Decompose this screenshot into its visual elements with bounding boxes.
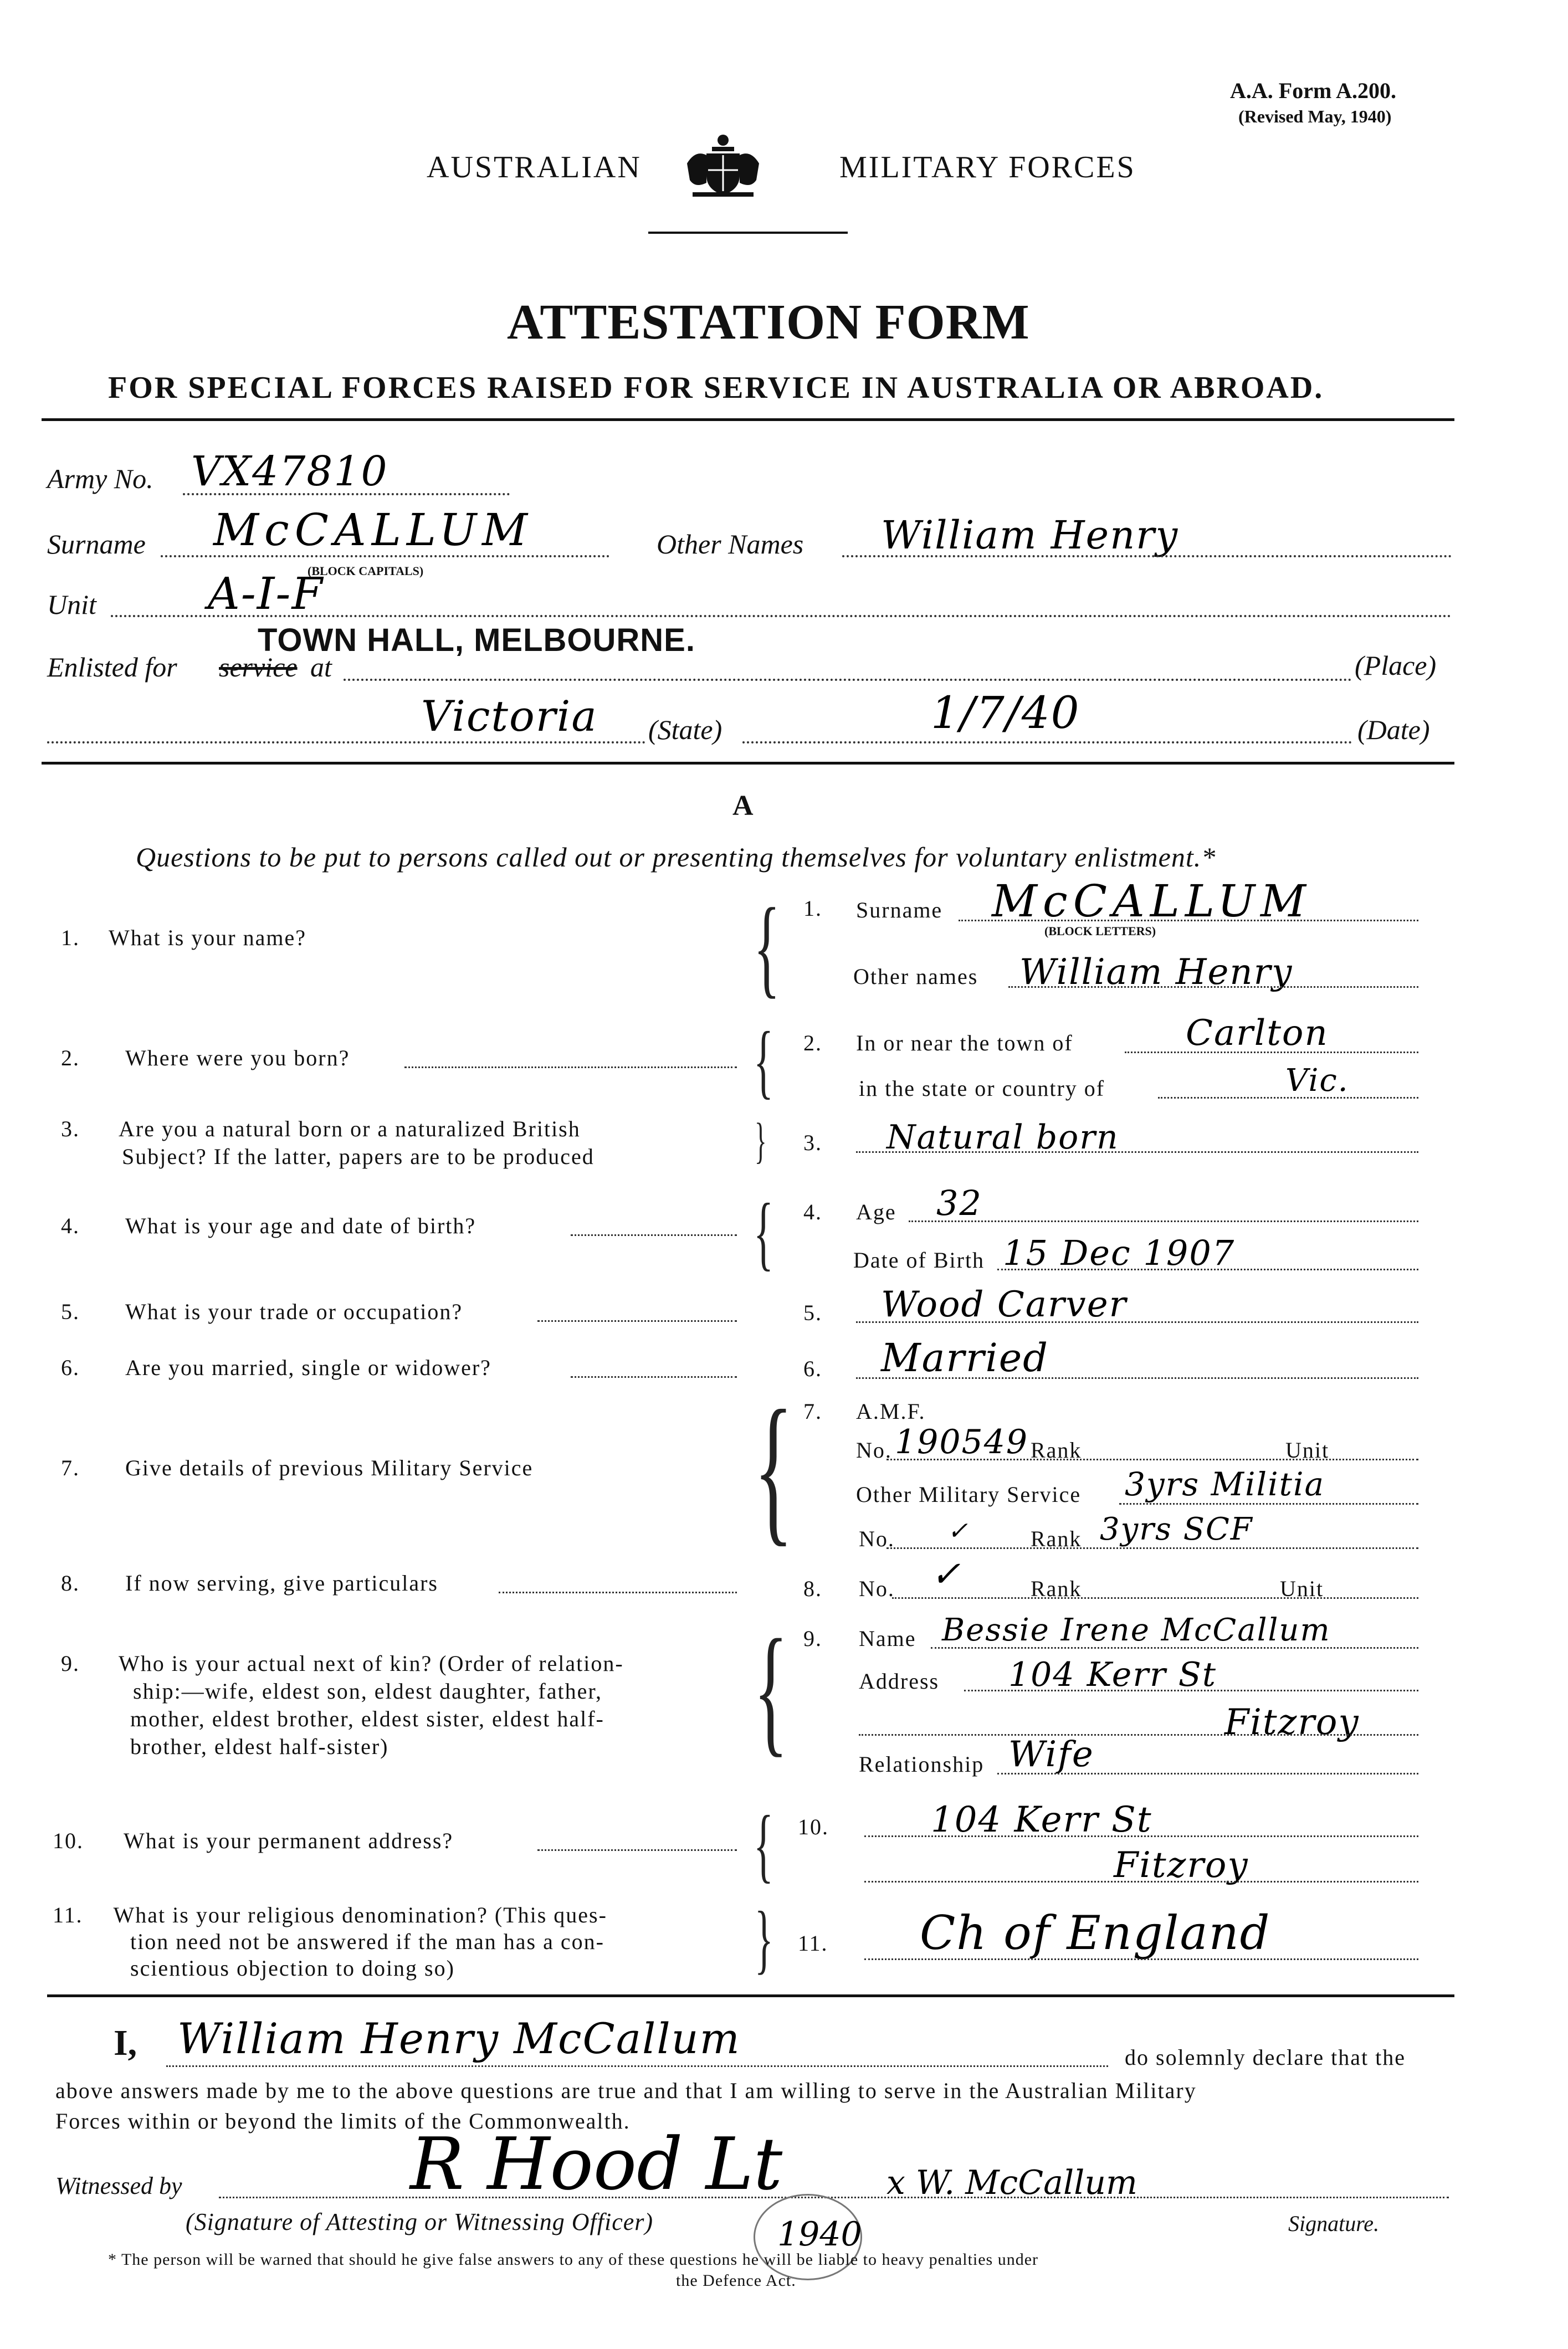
declarant-name: William Henry McCallum	[177, 2014, 741, 2063]
question-4	[61, 1212, 476, 1240]
question-number: 1.	[61, 925, 80, 950]
question-text-line-3: mother, eldest brother, eldest sister, eldest half-	[130, 1706, 604, 1731]
question-text: If now serving, give particulars	[125, 1571, 438, 1596]
fields-bottom-rule	[42, 762, 1454, 765]
question-10	[53, 1827, 453, 1855]
answer-3-value: Natural born	[887, 1118, 1119, 1157]
answer-4-age: 32	[936, 1183, 982, 1223]
answer-10-line-1: 104 Kerr St	[931, 1799, 1152, 1840]
answer-6-number: 6.	[803, 1356, 822, 1381]
answer-10-line-b	[864, 1881, 1418, 1883]
section-intro: Questions to be put to persons called out or presenting themselves for voluntary enlistment.*	[136, 842, 1216, 873]
army-no-value: VX47810	[191, 448, 388, 495]
state-label: (State)	[648, 714, 722, 745]
declaration-line-1: do solemnly declare that the	[1125, 2045, 1406, 2070]
answer-7-no-label: No.	[856, 1438, 892, 1463]
question-7	[61, 1454, 533, 1482]
answer-4-dob: 15 Dec 1907	[1003, 1233, 1236, 1273]
answer-7-other: 3yrs Militia	[1125, 1465, 1325, 1503]
question-number: 2.	[61, 1045, 80, 1070]
answer-8-number: 8.	[803, 1576, 822, 1601]
date-label: (Date)	[1357, 714, 1430, 745]
answer-3-number: 3.	[803, 1130, 822, 1155]
answer-4-dob-label: Date of Birth	[853, 1248, 985, 1273]
answer-2-state-line	[1158, 1097, 1418, 1099]
answer-4-age-line	[909, 1220, 1418, 1222]
answer-7-no2-label: No.	[859, 1526, 895, 1551]
page-subtitle: FOR SPECIAL FORCES RAISED FOR SERVICE IN AUSTRALIA OR ABROAD.	[108, 371, 1324, 405]
answer-11-number: 11.	[798, 1931, 828, 1956]
header-divider	[648, 232, 848, 234]
officer-signature-caption: (Signature of Attesting or Witnessing Officer)	[186, 2208, 654, 2235]
surname-value: McCALLUM	[213, 504, 533, 556]
question-text-line-2: Subject? If the latter, papers are to be produced	[122, 1144, 595, 1169]
place-label: (Place)	[1355, 650, 1437, 681]
unit-label: Unit	[47, 589, 96, 620]
answer-7-rank2: 3yrs SCF	[1100, 1511, 1253, 1547]
surname-label: Surname	[47, 529, 146, 560]
officer-signature: R Hood Lt	[410, 2122, 783, 2206]
question-2	[61, 1044, 350, 1072]
question-number: 4.	[61, 1213, 80, 1238]
question-number: 6.	[61, 1355, 80, 1380]
question-number: 10.	[53, 1828, 84, 1853]
question-text-line-1: Are you a natural born or a naturalized British	[119, 1116, 581, 1141]
answer-7-no2: ✓	[947, 1517, 969, 1545]
answer-8-unit-label: Unit	[1280, 1576, 1324, 1601]
place-line	[344, 679, 1352, 681]
declaration-prefix: I,	[114, 2023, 137, 2063]
question-8-leader	[499, 1592, 737, 1593]
brace-7: {	[754, 1376, 793, 1560]
question-number: 9.	[61, 1651, 80, 1676]
answer-7-other-label: Other Military Service	[856, 1482, 1082, 1507]
footnote-line-1: * The person will be warned that should he give false answers to any of these questions he will be liable to heavy penalties under	[108, 2250, 1039, 2269]
witnessed-label: Witnessed by	[55, 2172, 182, 2199]
question-2-leader	[404, 1066, 737, 1068]
question-text: What is your permanent address?	[124, 1828, 454, 1853]
answer-9-address-line	[964, 1690, 1418, 1691]
answer-9-relationship-label: Relationship	[859, 1752, 985, 1777]
question-5-leader	[537, 1320, 737, 1322]
question-text-line-4: brother, eldest half-sister)	[130, 1734, 389, 1759]
answers-bottom-rule	[47, 1994, 1454, 1997]
answer-7-rank-label: Rank	[1031, 1438, 1082, 1463]
enlistment-date-value: 1/7/40	[931, 687, 1080, 738]
brace-10: {	[754, 1799, 773, 1891]
question-1	[61, 924, 306, 952]
state-value: Victoria	[421, 691, 598, 741]
question-10-leader	[537, 1849, 737, 1851]
answer-7-number: 7.	[803, 1399, 822, 1424]
question-text-line-2: tion need not be answered if the man has a con-	[130, 1929, 604, 1954]
coat-of-arms-icon	[681, 130, 765, 202]
question-number: 5.	[61, 1299, 80, 1324]
army-no-label: Army No.	[47, 463, 153, 494]
header-bottom-rule	[42, 418, 1454, 421]
answer-2-state: Vic.	[1285, 1063, 1349, 1099]
page-title: ATTESTATION FORM	[507, 295, 1030, 350]
declarant-name-line	[166, 2065, 1108, 2067]
answer-7-amf-label: A.M.F.	[856, 1399, 926, 1424]
question-text: Give details of previous Military Service	[125, 1455, 534, 1480]
unit-value: A-I-F	[208, 568, 324, 619]
answer-7-no: 190549	[895, 1423, 1029, 1461]
question-text: Where were you born?	[125, 1045, 350, 1070]
answer-1-other-names: William Henry	[1019, 952, 1293, 993]
answer-8-no: ✓	[931, 1554, 962, 1595]
question-11	[53, 1902, 607, 1982]
surname-line	[161, 555, 609, 557]
answer-7-rank2-label: Rank	[1031, 1526, 1082, 1551]
brace-3: }	[755, 1114, 767, 1168]
answer-9-address-line-1: 104 Kerr St	[1008, 1655, 1217, 1694]
question-text: What is your trade or occupation?	[125, 1299, 463, 1324]
answer-5-line	[856, 1321, 1418, 1323]
answer-8-no-label: No.	[859, 1576, 895, 1601]
form-revised-date: (Revised May, 1940)	[1238, 106, 1392, 126]
answer-9-number: 9.	[803, 1626, 822, 1651]
section-letter: A	[732, 790, 754, 822]
footnote-line-2: the Defence Act.	[676, 2271, 796, 2290]
enlisted-struck-word: service	[219, 652, 298, 683]
question-text-line-3: scientious objection to doing so)	[130, 1956, 455, 1981]
answer-4-number: 4.	[803, 1199, 822, 1224]
declaration-line-3: Forces within or beyond the limits of the Commonwealth.	[55, 2109, 631, 2133]
form-code: A.A. Form A.200.	[1230, 78, 1396, 103]
answer-6-value: Married	[881, 1335, 1049, 1381]
enlistment-place-stamp: TOWN HALL, MELBOURNE.	[258, 622, 695, 658]
answer-1-block-note: (BLOCK LETTERS)	[1044, 924, 1156, 938]
answer-1-surname-label: Surname	[856, 897, 943, 922]
question-text: What is your age and date of birth?	[125, 1213, 476, 1238]
date-line	[742, 741, 1352, 743]
brace-2: {	[754, 1015, 773, 1107]
other-names-line	[842, 555, 1452, 557]
answer-5-number: 5.	[803, 1300, 822, 1325]
brace-1: {	[754, 886, 780, 1008]
block-capitals-note: (BLOCK CAPITALS)	[308, 564, 424, 578]
answer-9-address-label: Address	[859, 1669, 940, 1694]
question-5	[61, 1298, 463, 1326]
question-number: 8.	[61, 1571, 80, 1596]
unit-line	[111, 615, 1452, 617]
answer-2-town-label: In or near the town of	[856, 1030, 1073, 1055]
question-4-leader	[571, 1234, 737, 1236]
question-number: 3.	[61, 1116, 80, 1141]
answer-9-address2-line	[859, 1734, 1418, 1736]
question-8	[61, 1570, 438, 1597]
answer-9-relationship-line	[997, 1773, 1418, 1774]
enlisted-label: Enlisted for	[47, 652, 177, 683]
answer-8-line	[892, 1597, 1418, 1599]
answer-10-line	[864, 1835, 1418, 1837]
answer-4-dob-line	[997, 1269, 1418, 1270]
army-no-line	[183, 493, 510, 495]
other-names-label: Other Names	[657, 529, 804, 560]
enlisted-at-label: at	[310, 652, 332, 683]
question-9	[61, 1650, 624, 1761]
header-right-title: MILITARY FORCES	[839, 150, 1136, 184]
answer-1-surname-line	[959, 920, 1418, 921]
stamp-year: 1940	[777, 2215, 862, 2254]
answer-1-number: 1.	[803, 896, 822, 921]
brace-9: {	[754, 1610, 788, 1770]
answer-8-rank-label: Rank	[1031, 1576, 1082, 1601]
question-text-line-1: Who is your actual next of kin? (Order of relation-	[119, 1651, 624, 1676]
brace-11: }	[755, 1896, 773, 1982]
answer-1-surname: McCALLUM	[992, 875, 1311, 927]
answer-9-relationship: Wife	[1008, 1734, 1094, 1775]
declaration-line-2: above answers made by me to the above questions are true and that I am willing to serve in the Australian Military	[55, 2078, 1197, 2103]
question-6	[61, 1354, 491, 1382]
answer-1-other-label: Other names	[853, 964, 978, 989]
answer-10-number: 10.	[798, 1814, 829, 1839]
answer-1-other-line	[1008, 986, 1418, 988]
answer-9-name-label: Name	[859, 1626, 916, 1651]
question-3	[61, 1115, 595, 1171]
state-line	[47, 741, 645, 743]
answer-6-line	[856, 1377, 1418, 1379]
answer-7-no2-line	[887, 1547, 1418, 1549]
answer-9-name-line	[931, 1647, 1418, 1649]
answer-10-line-2: Fitzroy	[1114, 1845, 1249, 1886]
question-text-line-2: ship:—wife, eldest son, eldest daughter, father,	[133, 1679, 603, 1704]
answer-9-address-line-2: Fitzroy	[1224, 1702, 1360, 1743]
answer-11-line	[864, 1958, 1418, 1960]
answer-7-other-line	[1119, 1503, 1418, 1505]
question-text: Are you married, single or widower?	[125, 1355, 491, 1380]
applicant-signature: x W. McCallum	[887, 2163, 1137, 2202]
answer-7-no-line	[887, 1459, 1418, 1460]
brace-4: {	[754, 1187, 773, 1279]
answer-2-town: Carlton	[1186, 1013, 1329, 1054]
question-text-line-1: What is your religious denomination? (This ques-	[113, 1902, 607, 1927]
question-number: 7.	[61, 1455, 80, 1480]
answer-2-number: 2.	[803, 1030, 822, 1055]
answer-4-age-label: Age	[856, 1199, 896, 1224]
answer-5-value: Wood Carver	[881, 1284, 1128, 1325]
question-6-leader	[571, 1376, 737, 1378]
question-text: What is your name?	[109, 925, 306, 950]
answer-11-value: Ch of England	[920, 1906, 1271, 1960]
signature-caption: Signature.	[1288, 2211, 1380, 2236]
signature-line	[219, 2197, 1449, 2198]
answer-9-name: Bessie Irene McCallum	[942, 1612, 1331, 1648]
answer-2-town-line	[1125, 1052, 1418, 1053]
answer-2-state-label: in the state or country of	[859, 1076, 1105, 1101]
other-names-value: William Henry	[881, 512, 1179, 558]
answer-3-line	[856, 1151, 1418, 1153]
header-left-title: AUSTRALIAN	[427, 150, 642, 184]
answer-7-unit-label: Unit	[1285, 1438, 1330, 1463]
question-number: 11.	[53, 1902, 83, 1927]
